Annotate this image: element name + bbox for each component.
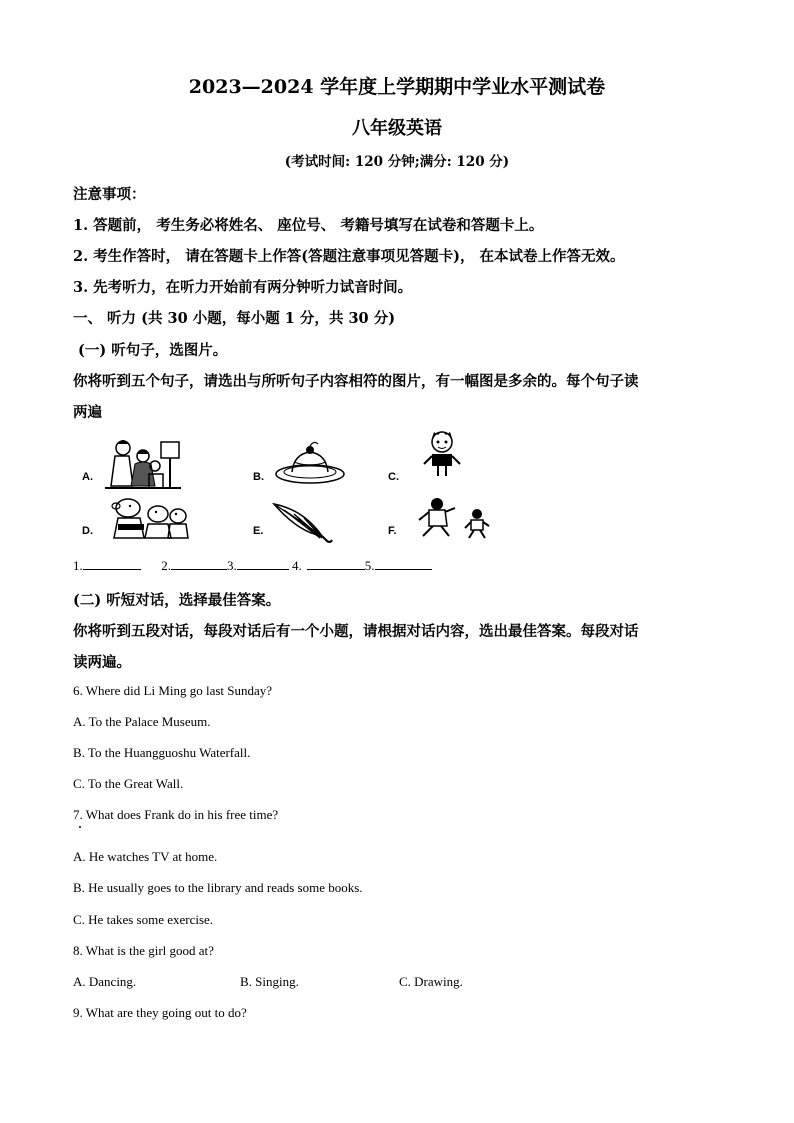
question-7-option-a[interactable]: A. He watches TV at home. [73, 849, 218, 864]
umbrella-picture [270, 500, 334, 546]
section1-heading: 一、 听力 (共 30 小题，每小题 1 分，共 30 分) [73, 310, 396, 327]
blank-label-2: 2. [161, 558, 171, 573]
blank-label-1: 1. [73, 558, 83, 573]
question-7-option-b[interactable]: B. He usually goes to the library and reads some books. [73, 880, 363, 895]
notice-item-2: 2. 考生作答时， 请在答题卡上作答(答题注意事项见答题卡)， 在本试卷上作答无效。 [73, 248, 625, 265]
question-7: 7. What does Frank do in his free time? [73, 807, 279, 822]
exam-time-score: (考试时间: 120 分钟;满分: 120 分) [284, 154, 510, 170]
question-7-option-c[interactable]: C. He takes some exercise. [73, 912, 214, 927]
pudding-dessert-picture [272, 440, 348, 486]
stray-dot [79, 826, 81, 828]
question-6-option-b[interactable]: B. To the Huangguoshu Waterfall. [73, 745, 251, 760]
notice-heading: 注意事项： [73, 186, 146, 203]
picture-label-b: B. [253, 471, 264, 483]
notice-item-3: 3. 先考听力，在听力开始前有两分钟听力试音时间。 [73, 279, 413, 296]
picture-label-a: A. [82, 471, 93, 483]
picture-label-f: F. [388, 525, 397, 537]
part2-instruction-line1: 你将听到五段对话，每段对话后有一个小题，请根据对话内容，选出最佳答案。每段对话 [73, 623, 639, 640]
part1-instruction-line1: 你将听到五个句子，请选出与所听句子内容相符的图片，有一幅图是多余的。每个句子读 [73, 373, 639, 390]
family-watching-tv-picture [103, 436, 183, 492]
part1-instruction-line2: 两遍 [73, 404, 102, 421]
blank-label-5: 5. [364, 558, 375, 573]
answer-blank-1[interactable] [83, 556, 141, 570]
exam-title: 2023—2024 学年度上学期期中学业水平测试卷 [188, 76, 606, 98]
answer-blanks-row [73, 556, 432, 574]
exam-subject: 八年级英语 [352, 118, 442, 139]
answer-blank-2[interactable] [171, 556, 227, 570]
blank-label-4: 4. [292, 558, 302, 573]
kids-running-picture [415, 496, 495, 540]
answer-blank-5[interactable] [375, 556, 432, 570]
answer-blank-3[interactable] [237, 556, 289, 570]
picture-label-c: C. [388, 471, 399, 483]
question-6-option-c[interactable]: C. To the Great Wall. [73, 776, 184, 791]
answer-blank-4[interactable] [307, 556, 365, 570]
question-8-option-b[interactable]: B. Singing. [240, 974, 299, 989]
question-8-option-a[interactable]: A. Dancing. [73, 974, 137, 989]
part1-heading: (一) 听句子，选图片。 [78, 342, 228, 359]
question-6: 6. Where did Li Ming go last Sunday? [73, 683, 273, 698]
notice-item-1: 1. 答题前， 考生务必将姓名、 座位号、 考籍号填写在试卷和答题卡上。 [73, 217, 544, 234]
question-8-option-c[interactable]: C. Drawing. [399, 974, 463, 989]
boy-cartoon-picture [420, 430, 464, 482]
question-9: 9. What are they going out to do? [73, 1005, 247, 1020]
part2-heading: (二) 听短对话，选择最佳答案。 [73, 592, 281, 609]
question-6-option-a[interactable]: A. To the Palace Museum. [73, 714, 211, 729]
part2-instruction-line2: 读两遍。 [73, 654, 131, 671]
blank-label-3: 3. [227, 558, 237, 573]
question-8: 8. What is the girl good at? [73, 943, 214, 958]
picture-label-d: D. [82, 525, 93, 537]
peppa-pig-family-picture [108, 494, 190, 544]
picture-label-e: E. [253, 525, 264, 537]
